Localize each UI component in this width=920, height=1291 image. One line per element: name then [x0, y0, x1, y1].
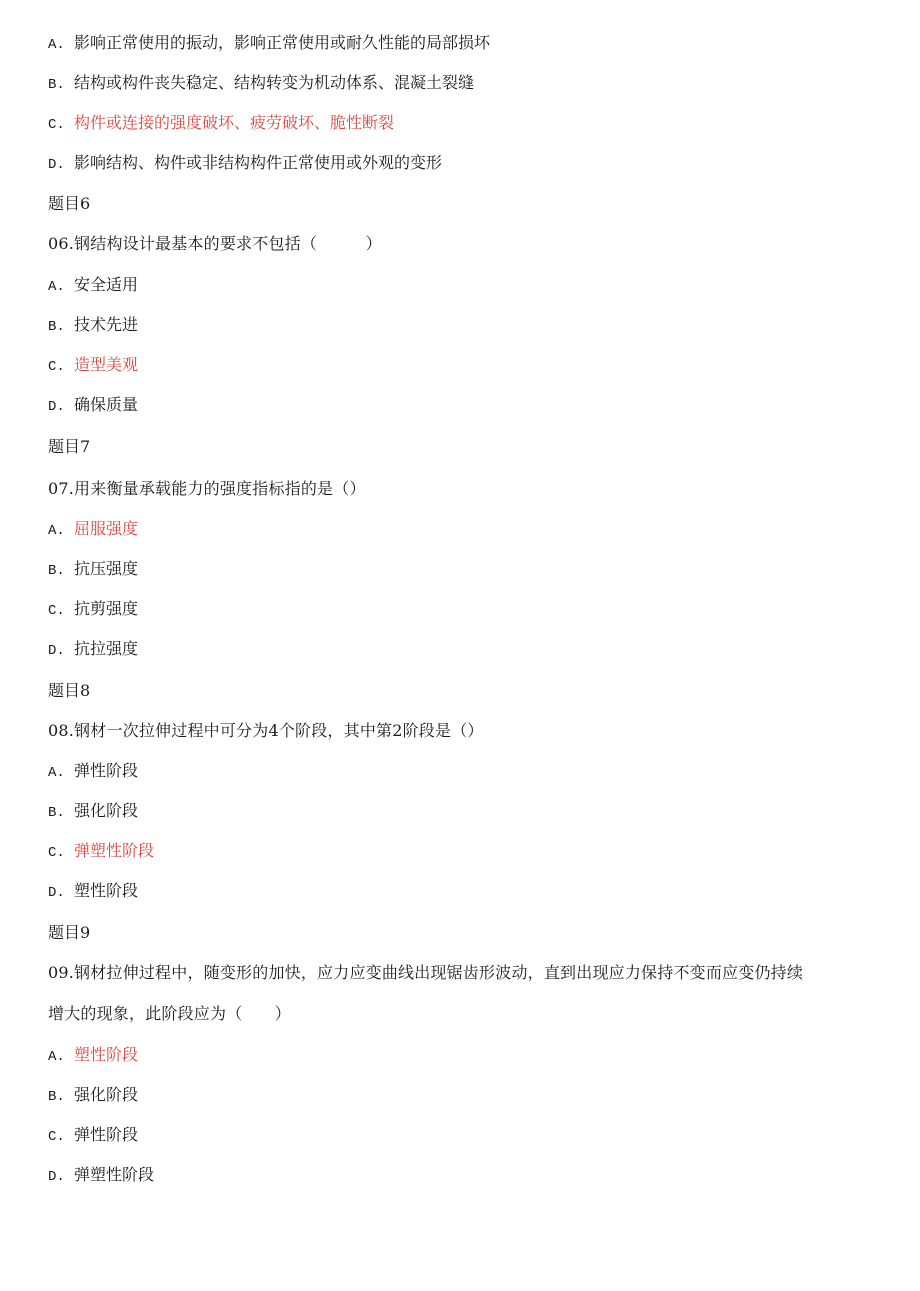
option-letter: B.: [48, 77, 65, 93]
option-letter: B.: [48, 563, 65, 579]
q9-option-a-correct: [48, 1045, 138, 1067]
option-text: 影响正常使用的振动，影响正常使用或耐久性能的局部损坏: [74, 33, 491, 52]
option-letter: C.: [48, 845, 65, 861]
option-text: 弹性阶段: [74, 1125, 139, 1144]
q8-option-c-correct: [48, 841, 154, 863]
question-text-line2: 增大的现象，此阶段应为（ ）: [48, 1004, 292, 1023]
q5-option-b: [48, 73, 474, 95]
q7-option-c: [48, 599, 138, 621]
option-text: 弹性阶段: [74, 761, 139, 780]
option-letter: C.: [48, 1129, 65, 1145]
q5-option-d: [48, 153, 442, 175]
option-text: 抗拉强度: [74, 639, 139, 658]
question-heading: 题目8: [48, 681, 91, 700]
q6-option-a: [48, 275, 138, 297]
q7-option-a-correct: [48, 519, 138, 541]
option-text: 塑性阶段: [74, 1045, 139, 1064]
option-text: 抗剪强度: [74, 599, 139, 618]
option-letter: C.: [48, 117, 65, 133]
option-letter: D.: [48, 885, 65, 901]
option-text: 结构或构件丧失稳定、结构转变为机动体系、混凝土裂缝: [74, 73, 475, 92]
option-text: 技术先进: [74, 315, 139, 334]
option-text: 强化阶段: [74, 801, 139, 820]
option-letter: D.: [48, 1169, 65, 1185]
option-text: 造型美观: [74, 355, 139, 374]
option-letter: A.: [48, 765, 65, 781]
option-text: 影响结构、构件或非结构构件正常使用或外观的变形: [74, 153, 443, 172]
q5-option-a: [48, 33, 490, 55]
question-heading: 题目7: [48, 437, 91, 456]
q7-option-d: [48, 639, 138, 661]
option-text: 弹塑性阶段: [74, 1165, 155, 1184]
option-letter: B.: [48, 805, 65, 821]
option-letter: C.: [48, 603, 65, 619]
option-letter: B.: [48, 319, 65, 335]
option-text: 塑性阶段: [74, 881, 139, 900]
question-text-line1: 09.钢材拉伸过程中，随变形的加快，应力应变曲线出现锯齿形波动，直到出现应力保持不变而应变仍持续: [48, 963, 804, 982]
option-letter: D.: [48, 399, 65, 415]
question-heading: 题目6: [48, 194, 91, 213]
question-text: 08.钢材一次拉伸过程中可分为4个阶段，其中第2阶段是（）: [48, 721, 484, 740]
q8-option-a: [48, 761, 138, 783]
question-text: 07.用来衡量承载能力的强度指标指的是（）: [48, 479, 366, 498]
q6-option-b: [48, 315, 138, 337]
option-text: 弹塑性阶段: [74, 841, 155, 860]
option-letter: A.: [48, 279, 65, 295]
option-text: 构件或连接的强度破坏、疲劳破坏、脆性断裂: [74, 113, 395, 132]
question-heading: 题目9: [48, 923, 91, 942]
option-text: 确保质量: [74, 395, 139, 414]
q8-option-d: [48, 881, 138, 903]
q5-option-c-correct: [48, 113, 394, 135]
option-text: 屈服强度: [74, 519, 139, 538]
option-letter: A.: [48, 37, 65, 53]
q9-option-c: [48, 1125, 138, 1147]
option-letter: B.: [48, 1089, 65, 1105]
option-letter: C.: [48, 359, 65, 375]
q6-option-d: [48, 395, 138, 417]
option-letter: D.: [48, 643, 65, 659]
option-text: 抗压强度: [74, 559, 139, 578]
question-text: 06.钢结构设计最基本的要求不包括（ ）: [48, 234, 382, 253]
option-letter: A.: [48, 1049, 65, 1065]
q9-option-d: [48, 1165, 154, 1187]
q9-option-b: [48, 1085, 138, 1107]
q6-option-c-correct: [48, 355, 138, 377]
option-letter: A.: [48, 523, 65, 539]
q7-option-b: [48, 559, 138, 581]
q8-option-b: [48, 801, 138, 823]
option-text: 强化阶段: [74, 1085, 139, 1104]
option-text: 安全适用: [74, 275, 139, 294]
option-letter: D.: [48, 157, 65, 173]
